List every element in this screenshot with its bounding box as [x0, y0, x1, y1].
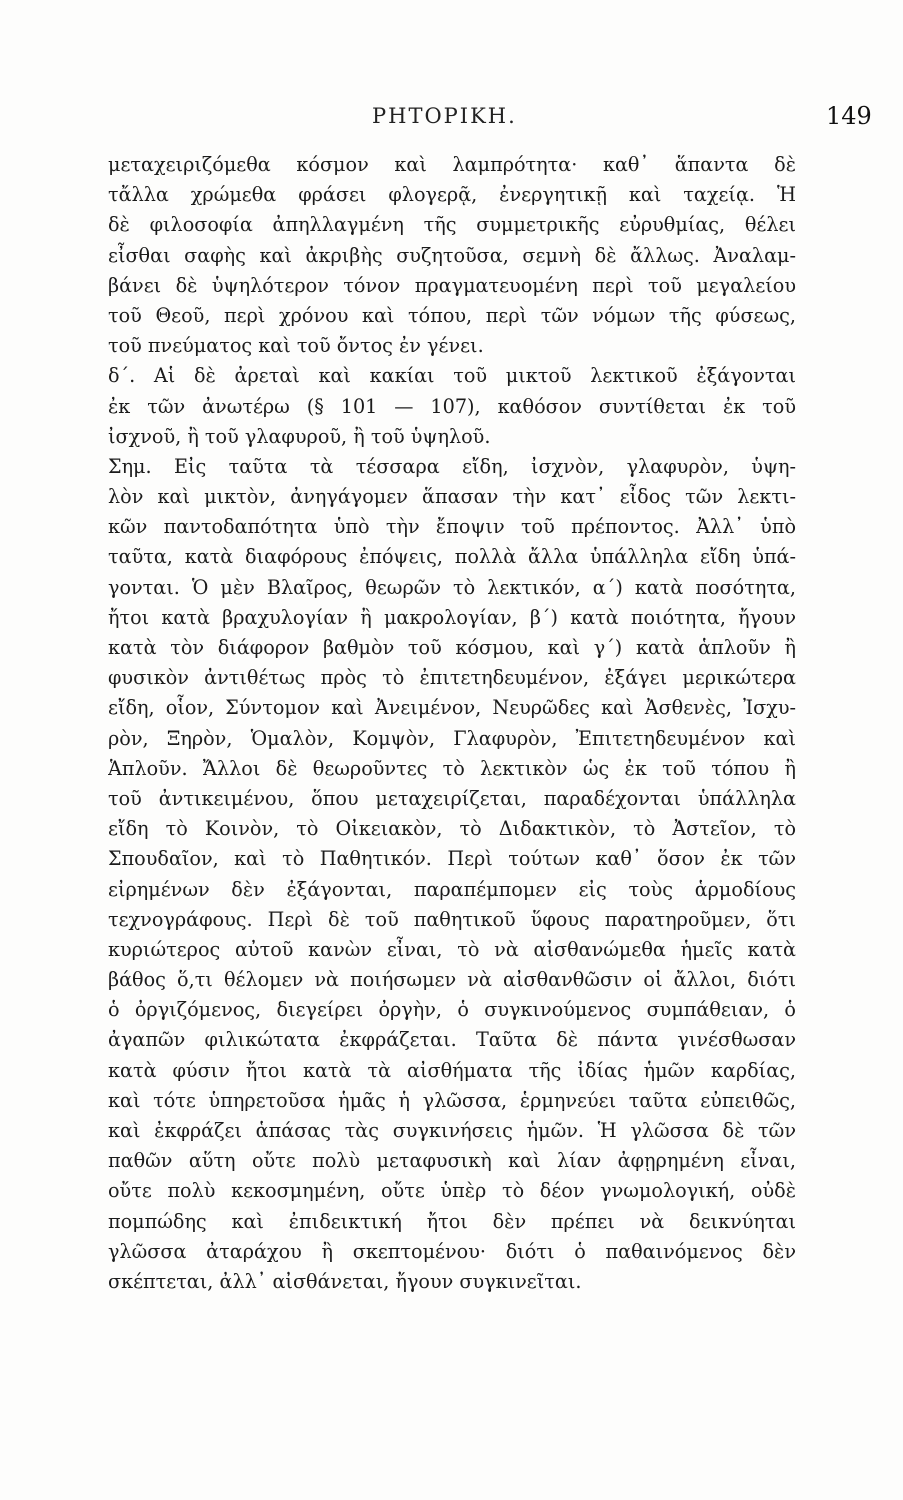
text-line: λὸν καὶ μικτὸν, ἀνηγάγομεν ἅπασαν τὴν κατ᾽ εἶδος τῶν λεκτι-	[108, 485, 796, 509]
text-line: τοῦ πνεύματος καὶ τοῦ ὄντος ἐν γένει.	[108, 334, 484, 358]
text-line: βάθος ὅ,τι θέλομεν νὰ ποιήσωμεν νὰ αἰσθανθῶσιν οἱ ἄλλοι, διότι	[108, 968, 796, 992]
text-line: δ΄. Αἱ δὲ ἀρεταὶ καὶ κακίαι τοῦ μικτοῦ λεκτικοῦ ἐξάγονται	[108, 364, 796, 388]
text-line: φυσικὸν ἀντιθέτως πρὸς τὸ ἐπιτετηδευμένον, ἐξάγει μερικώτερα	[108, 666, 796, 690]
text-line: παθῶν αὕτη οὔτε πολὺ μεταφυσικὴ καὶ λίαν ἀφῃρημένη εἶναι,	[108, 1149, 796, 1173]
text-line: ἀγαπῶν φιλικώτατα ἐκφράζεται. Ταῦτα δὲ πάντα γινέσθωσαν	[108, 1028, 796, 1052]
text-line: σκέπτεται, ἀλλ᾽ αἰσθάνεται, ἤγουν συγκινεῖται.	[108, 1269, 582, 1293]
body-text	[108, 150, 796, 1297]
text-line: εἴδη τὸ Κοινὸν, τὸ Οἰκειακὸν, τὸ Διδακτικὸν, τὸ Ἀστεῖον, τὸ	[108, 817, 796, 841]
text-line: δὲ φιλοσοφία ἀπηλλαγμένη τῆς συμμετρικῆς εὐρυθμίας, θέλει	[108, 213, 796, 237]
text-line: καὶ ἐκφράζει ἁπάσας τὰς συγκινήσεις ἡμῶν. Ἡ γλῶσσα δὲ τῶν	[108, 1119, 796, 1142]
page-header	[0, 104, 903, 144]
text-line: τἄλλα χρώμεθα φράσει φλογερᾷ, ἐνεργητικῇ καὶ ταχείᾳ. Ἡ	[108, 183, 796, 207]
text-line: τοῦ ἀντικειμένου, ὅπου μεταχειρίζεται, παραδέχονται ὑπάλληλα	[108, 786, 796, 810]
text-line: Σημ. Εἰς ταῦτα τὰ τέσσαρα εἴδη, ἰσχνὸν, γλαφυρὸν, ὑψη-	[108, 454, 796, 478]
text-line: ἰσχνοῦ, ἢ τοῦ γλαφυροῦ, ἢ τοῦ ὑψηλοῦ.	[108, 424, 491, 448]
text-line: ταῦτα, κατὰ διαφόρους ἐπόψεις, πολλὰ ἄλλα ὑπάλληλα εἴδη ὑπά-	[108, 545, 796, 569]
text-line: μεταχειριζόμεθα κόσμον καὶ λαμπρότητα· καθ᾽ ἅπαντα δὲ	[108, 153, 796, 176]
text-line: οὔτε πολὺ κεκοσμημένη, οὔτε ὑπὲρ τὸ δέον γνωμολογική, οὐδὲ	[108, 1179, 796, 1203]
text-line: γλῶσσα ἀταράχου ἢ σκεπτομένου· διότι ὁ παθαινόμενος δὲν	[108, 1239, 796, 1263]
text-line: γονται. Ὁ μὲν Βλαῖρος, θεωρῶν τὸ λεκτικόν, α΄) κατὰ ποσότητα,	[108, 575, 796, 599]
text-line: Ἁπλοῦν. Ἄλλοι δὲ θεωροῦντες τὸ λεκτικὸν ὡς ἐκ τοῦ τόπου ἢ	[108, 756, 796, 780]
text-line: εἰρημένων δὲν ἐξάγονται, παραπέμπομεν εἰς τοὺς ἁρμοδίους	[108, 877, 796, 901]
text-line: ὁ ὀργιζόμενος, διεγείρει ὀργὴν, ὁ συγκινούμενος συμπάθειαν, ὁ	[108, 998, 796, 1022]
text-line: βάνει δὲ ὑψηλότερον τόνον πραγματευομένη περὶ τοῦ μεγαλείου	[108, 273, 796, 297]
text-line: τεχνογράφους. Περὶ δὲ τοῦ παθητικοῦ ὕφους παρατηροῦμεν, ὅτι	[108, 907, 796, 931]
text-line: πομπώδης καὶ ἐπιδεικτική ἤτοι δὲν πρέπει νὰ δεικνύηται	[108, 1209, 796, 1233]
text-line: κῶν παντοδαπότητα ὑπὸ τὴν ἔποψιν τοῦ πρέποντος. Ἀλλ᾽ ὑπὸ	[108, 515, 796, 539]
text-line: κατὰ τὸν διάφορον βαθμὸν τοῦ κόσμου, καὶ γ΄) κατὰ ἁπλοῦν ἢ	[108, 636, 796, 659]
text-line: τοῦ Θεοῦ, περὶ χρόνου καὶ τόπου, περὶ τῶν νόμων τῆς φύσεως,	[108, 303, 796, 327]
text-line: κατὰ φύσιν ἤτοι κατὰ τὰ αἰσθήματα τῆς ἰδίας ἡμῶν καρδίας,	[108, 1058, 796, 1082]
text-line: εἶσθαι σαφὴς καὶ ἀκριβὴς συζητοῦσα, σεμνὴ δὲ ἄλλως. Ἀναλαμ-	[108, 243, 796, 267]
text-line: καὶ τότε ὑπηρετοῦσα ἡμᾶς ἡ γλῶσσα, ἑρμηνεύει ταῦτα εὐπειθῶς,	[108, 1088, 796, 1112]
text-line: ἤτοι κατὰ βραχυλογίαν ἢ μακρολογίαν, β΄) κατὰ ποιότητα, ἤγουν	[108, 605, 796, 629]
page-number: 149	[826, 102, 872, 130]
text-line: ρὸν, Ξηρὸν, Ὁμαλὸν, Κομψὸν, Γλαφυρὸν, Ἐπιτετηδευμένον καὶ	[108, 726, 796, 750]
text-line: κυριώτερος αὐτοῦ κανὼν εἶναι, τὸ νὰ αἰσθανώμεθα ἡμεῖς κατὰ	[108, 937, 796, 961]
running-title: ΡΗΤΟΡΙΚΗ.	[372, 104, 517, 128]
text-line: εἴδη, οἷον, Σύντομον καὶ Ἀνειμένον, Νευρῶδες καὶ Ἀσθενὲς, Ἰσχυ-	[108, 696, 796, 720]
text-line: Σπουδαῖον, καὶ τὸ Παθητικόν. Περὶ τούτων καθ᾽ ὅσον ἐκ τῶν	[108, 847, 796, 871]
text-line: ἐκ τῶν ἀνωτέρω (§ 101 — 107), καθόσον συντίθεται ἐκ τοῦ	[108, 394, 796, 418]
